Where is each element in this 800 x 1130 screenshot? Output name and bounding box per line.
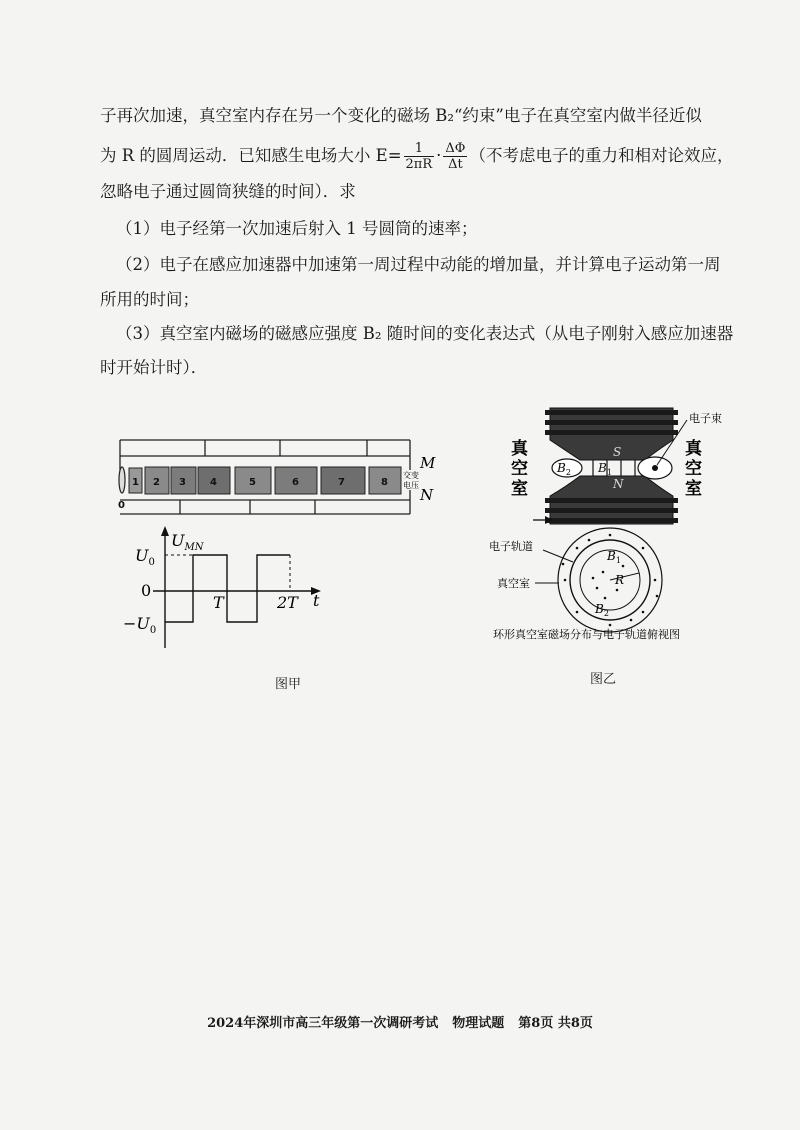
- svg-text:真: 真: [511, 439, 528, 459]
- radius-label: R: [615, 573, 625, 587]
- svg-text:室: 室: [511, 479, 528, 499]
- body-line-3: 忽略电子通过圆筒狭缝的时间）．求: [100, 182, 356, 201]
- t-mark: T: [213, 593, 224, 612]
- footer-page: 第8页 共8页: [518, 1016, 593, 1031]
- svg-text:真: 真: [685, 439, 702, 459]
- caption-yi: 图乙: [590, 672, 617, 687]
- figure-jia: [105, 430, 445, 660]
- top-view: [489, 528, 662, 632]
- svg-text:室: 室: [685, 479, 702, 499]
- tube-label-7: 7: [338, 477, 345, 488]
- caption-jia: 图甲: [275, 677, 302, 692]
- sub-caption: 环形真空室磁场分布与电子轨道俯视图: [493, 628, 680, 641]
- fraction-1-over-2piR: [404, 141, 435, 172]
- label-chamber: 真空室: [497, 577, 530, 590]
- line2-pre: 为 R 的圆周运动．已知感生电场大小 E=: [100, 146, 402, 165]
- tube-label-0: 0: [118, 500, 125, 511]
- line2-post: （不考虑电子的重力和相对论效应，: [469, 146, 734, 165]
- question-2-line-1: （2）电子在感应加速器中加速第一周过程中动能的增加量，并计算电子运动第一周: [116, 255, 721, 274]
- question-3-line-1: （3）真空室内磁场的磁感应强度 B₂ 随时间的变化表达式（从电子刚射入感应加速器: [116, 324, 734, 343]
- question-3-line-2: 时开始计时）．: [100, 358, 208, 377]
- svg-text:空: 空: [511, 459, 528, 479]
- tube-label-5: 5: [249, 477, 256, 488]
- source-label-1: 交变: [403, 471, 419, 480]
- beam-dot: [652, 465, 658, 471]
- tube-0: [119, 467, 125, 493]
- b1-top-view: $B_1$: [607, 549, 621, 565]
- svg-text:空: 空: [685, 459, 702, 479]
- tube-label-4: 4: [210, 477, 217, 488]
- drift-tubes: [119, 467, 401, 494]
- frac1-numerator: 1: [404, 141, 435, 157]
- two-t-mark: 2T: [277, 593, 298, 612]
- body-line-2: [100, 141, 740, 172]
- terminal-m: M: [420, 454, 436, 472]
- label-right-chamber: [685, 439, 703, 499]
- terminal-n: N: [420, 486, 434, 504]
- frac2-denominator: Δt: [448, 157, 463, 172]
- label-beam: 电子束: [689, 412, 722, 425]
- source-label-2: 电压: [403, 481, 419, 490]
- tube-label-6: 6: [292, 477, 299, 488]
- y-axis-arrow: [161, 526, 169, 536]
- footer-exam: 2024年深圳市高三年级第一次调研考试: [207, 1016, 439, 1031]
- voltage-graph: [123, 526, 321, 648]
- figure-yi: [485, 400, 745, 650]
- tube-label-8: 8: [381, 477, 388, 488]
- neg-u0-label: $-U_0$: [123, 614, 157, 636]
- b2-left: $B_2$: [557, 461, 571, 477]
- pole-s: S: [613, 445, 622, 459]
- body-line-1: 子再次加速，真空室内存在另一个变化的磁场 B₂“约束”电子在真空室内做半径近似: [100, 106, 702, 125]
- frac2-numerator: ΔΦ: [445, 141, 466, 156]
- footer-subject: 物理试题: [452, 1016, 505, 1031]
- pole-n: N: [613, 477, 624, 491]
- page-footer: [0, 1012, 800, 1031]
- question-2-line-2: 所用的时间；: [100, 290, 199, 309]
- tube-label-1: 1: [132, 477, 139, 488]
- fraction-dphi-dt: [443, 141, 467, 172]
- b1-middle: $B_1$: [598, 461, 612, 477]
- label-left-chamber: [511, 439, 529, 499]
- zero-label: 0: [141, 581, 152, 600]
- multiply-dot: ·: [436, 146, 442, 165]
- b2-top-view: $B_2$: [595, 602, 609, 618]
- label-orbit: 电子轨道: [489, 540, 533, 553]
- u0-label: $U_0$: [135, 546, 155, 568]
- square-wave: [165, 555, 290, 622]
- frac1-denominator: 2πR: [405, 157, 433, 172]
- y-axis-label: $U_{MN}$: [171, 531, 204, 553]
- question-1: （1）电子经第一次加速后射入 1 号圆筒的速率；: [116, 219, 478, 238]
- tube-label-2: 2: [153, 477, 160, 488]
- tube-label-3: 3: [179, 477, 186, 488]
- x-axis-label: t: [313, 591, 320, 610]
